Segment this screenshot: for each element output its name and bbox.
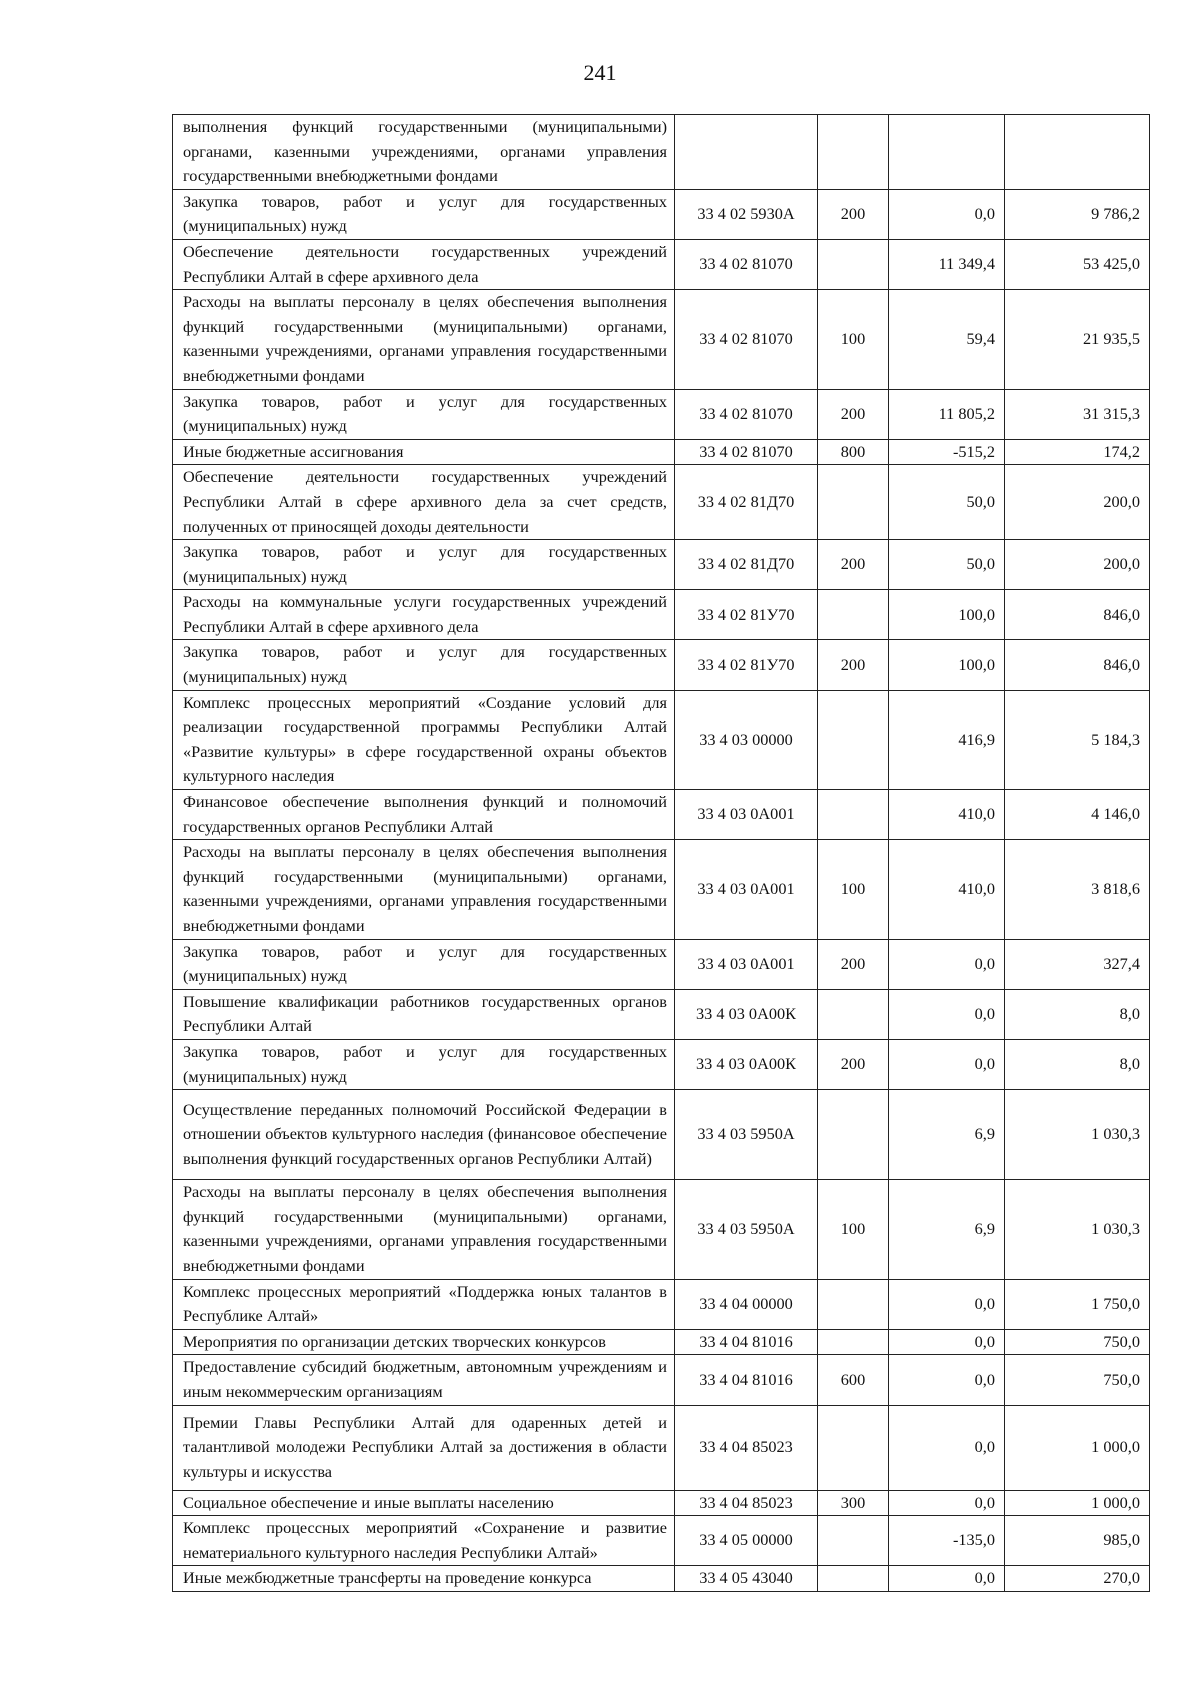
total-amount: 31 315,3 <box>1005 389 1150 439</box>
table-row <box>173 290 1150 389</box>
target-article-code: 33 4 02 81У70 <box>675 590 818 640</box>
expense-type-code: 100 <box>818 840 889 939</box>
row-description: Комплекс процессных мероприятий «Сохранение и развитие нематериального культурного наследия Республики Алтай» <box>173 1516 675 1566</box>
change-amount: 0,0 <box>889 1279 1005 1329</box>
table-row <box>173 1180 1150 1279</box>
page-number: 241 <box>583 60 617 85</box>
target-article-code: 33 4 03 5950А <box>675 1090 818 1180</box>
row-description: Расходы на выплаты персоналу в целях обеспечения выполнения функций государственными (муниципальными) органами, казенными учреждениями, органами управления государственными внебюджетными фондами <box>173 1180 675 1279</box>
change-amount: 100,0 <box>889 590 1005 640</box>
expense-type-code: 200 <box>818 540 889 590</box>
target-article-code: 33 4 02 81Д70 <box>675 465 818 540</box>
table-row <box>173 1039 1150 1089</box>
change-amount: 6,9 <box>889 1180 1005 1279</box>
table-row <box>173 1566 1150 1592</box>
target-article-code: 33 4 02 81Д70 <box>675 540 818 590</box>
table-row <box>173 840 1150 939</box>
table-row <box>173 939 1150 989</box>
table-row <box>173 1279 1150 1329</box>
total-amount: 1 030,3 <box>1005 1180 1150 1279</box>
total-amount: 1 000,0 <box>1005 1490 1150 1516</box>
expense-type-code <box>818 115 889 190</box>
total-amount: 270,0 <box>1005 1566 1150 1592</box>
table-row <box>173 239 1150 289</box>
total-amount: 9 786,2 <box>1005 189 1150 239</box>
expense-type-code: 200 <box>818 939 889 989</box>
change-amount: 0,0 <box>889 1405 1005 1490</box>
expense-type-code: 600 <box>818 1355 889 1405</box>
expense-type-code <box>818 1090 889 1180</box>
table-row <box>173 690 1150 789</box>
expense-type-code <box>818 790 889 840</box>
total-amount: 1 000,0 <box>1005 1405 1150 1490</box>
total-amount: 846,0 <box>1005 590 1150 640</box>
table-row <box>173 1090 1150 1180</box>
change-amount: 0,0 <box>889 1566 1005 1592</box>
total-amount: 21 935,5 <box>1005 290 1150 389</box>
row-description: Расходы на выплаты персоналу в целях обеспечения выполнения функций государственными (муниципальными) органами, казенными учреждениями, органами управления государственными внебюджетными фондами <box>173 290 675 389</box>
total-amount: 750,0 <box>1005 1329 1150 1355</box>
row-description: Комплекс процессных мероприятий «Создание условий для реализации государственной программы Республики Алтай «Развитие культуры» в сфере государственной охраны объектов культурного наследия <box>173 690 675 789</box>
expense-type-code <box>818 690 889 789</box>
expense-type-code <box>818 465 889 540</box>
table-row <box>173 790 1150 840</box>
total-amount: 174,2 <box>1005 439 1150 465</box>
table-row <box>173 439 1150 465</box>
expense-type-code: 200 <box>818 389 889 439</box>
table-row <box>173 465 1150 540</box>
expense-type-code <box>818 239 889 289</box>
change-amount: -515,2 <box>889 439 1005 465</box>
target-article-code: 33 4 04 85023 <box>675 1405 818 1490</box>
change-amount: 11 805,2 <box>889 389 1005 439</box>
row-description: Расходы на коммунальные услуги государственных учреждений Республики Алтай в сфере архивного дела <box>173 590 675 640</box>
budget-table <box>172 114 1150 1592</box>
table-row <box>173 1329 1150 1355</box>
target-article-code: 33 4 03 0А001 <box>675 790 818 840</box>
target-article-code: 33 4 03 00000 <box>675 690 818 789</box>
change-amount: 410,0 <box>889 840 1005 939</box>
change-amount <box>889 115 1005 190</box>
row-description: Комплекс процессных мероприятий «Поддержка юных талантов в Республике Алтай» <box>173 1279 675 1329</box>
expense-type-code <box>818 1405 889 1490</box>
table-row <box>173 989 1150 1039</box>
expense-type-code: 200 <box>818 640 889 690</box>
row-description: Повышение квалификации работников государственных органов Республики Алтай <box>173 989 675 1039</box>
target-article-code: 33 4 02 81070 <box>675 389 818 439</box>
row-description: Закупка товаров, работ и услуг для государственных (муниципальных) нужд <box>173 389 675 439</box>
row-description: Социальное обеспечение и иные выплаты населению <box>173 1490 675 1516</box>
table-row <box>173 590 1150 640</box>
target-article-code: 33 4 04 81016 <box>675 1355 818 1405</box>
target-article-code <box>675 115 818 190</box>
change-amount: -135,0 <box>889 1516 1005 1566</box>
row-description: Закупка товаров, работ и услуг для государственных (муниципальных) нужд <box>173 540 675 590</box>
expense-type-code <box>818 1566 889 1592</box>
total-amount: 1 750,0 <box>1005 1279 1150 1329</box>
total-amount: 200,0 <box>1005 465 1150 540</box>
expense-type-code <box>818 989 889 1039</box>
change-amount: 50,0 <box>889 540 1005 590</box>
total-amount: 8,0 <box>1005 989 1150 1039</box>
target-article-code: 33 4 02 5930А <box>675 189 818 239</box>
row-description: Обеспечение деятельности государственных учреждений Республики Алтай в сфере архивного дела за счет средств, полученных от приносящей доходы деятельности <box>173 465 675 540</box>
change-amount: 0,0 <box>889 1039 1005 1089</box>
change-amount: 0,0 <box>889 1329 1005 1355</box>
table-row <box>173 540 1150 590</box>
target-article-code: 33 4 05 00000 <box>675 1516 818 1566</box>
row-description: Закупка товаров, работ и услуг для государственных (муниципальных) нужд <box>173 939 675 989</box>
row-description: Закупка товаров, работ и услуг для государственных (муниципальных) нужд <box>173 640 675 690</box>
target-article-code: 33 4 03 0А001 <box>675 840 818 939</box>
table-row <box>173 115 1150 190</box>
row-description: Осуществление переданных полномочий Российской Федерации в отношении объектов культурного наследия (финансовое обеспечение выполнения функций государственных органов Республики Алтай) <box>173 1090 675 1180</box>
target-article-code: 33 4 04 81016 <box>675 1329 818 1355</box>
target-article-code: 33 4 02 81070 <box>675 290 818 389</box>
row-description: Иные межбюджетные трансферты на проведение конкурса <box>173 1566 675 1592</box>
change-amount: 0,0 <box>889 1490 1005 1516</box>
target-article-code: 33 4 04 85023 <box>675 1490 818 1516</box>
target-article-code: 33 4 04 00000 <box>675 1279 818 1329</box>
total-amount: 3 818,6 <box>1005 840 1150 939</box>
change-amount: 0,0 <box>889 989 1005 1039</box>
change-amount: 0,0 <box>889 189 1005 239</box>
budget-table-body <box>173 115 1150 1592</box>
row-description: Мероприятия по организации детских творческих конкурсов <box>173 1329 675 1355</box>
total-amount: 53 425,0 <box>1005 239 1150 289</box>
change-amount: 410,0 <box>889 790 1005 840</box>
row-description: Закупка товаров, работ и услуг для государственных (муниципальных) нужд <box>173 189 675 239</box>
table-row <box>173 1516 1150 1566</box>
expense-type-code: 100 <box>818 1180 889 1279</box>
row-description: Закупка товаров, работ и услуг для государственных (муниципальных) нужд <box>173 1039 675 1089</box>
change-amount: 6,9 <box>889 1090 1005 1180</box>
expense-type-code <box>818 1329 889 1355</box>
expense-type-code <box>818 1516 889 1566</box>
table-row <box>173 1490 1150 1516</box>
expense-type-code: 800 <box>818 439 889 465</box>
expense-type-code <box>818 1279 889 1329</box>
row-description: Предоставление субсидий бюджетным, автономным учреждениям и иным некоммерческим организациям <box>173 1355 675 1405</box>
total-amount: 4 146,0 <box>1005 790 1150 840</box>
change-amount: 416,9 <box>889 690 1005 789</box>
table-row <box>173 389 1150 439</box>
row-description: Обеспечение деятельности государственных учреждений Республики Алтай в сфере архивного дела <box>173 239 675 289</box>
expense-type-code: 100 <box>818 290 889 389</box>
expense-type-code: 200 <box>818 189 889 239</box>
row-description: Премии Главы Республики Алтай для одаренных детей и талантливой молодежи Республики Алтай за достижения в области культуры и искусства <box>173 1405 675 1490</box>
change-amount: 11 349,4 <box>889 239 1005 289</box>
change-amount: 0,0 <box>889 939 1005 989</box>
table-row <box>173 1405 1150 1490</box>
target-article-code: 33 4 03 0А00К <box>675 989 818 1039</box>
total-amount: 200,0 <box>1005 540 1150 590</box>
change-amount: 59,4 <box>889 290 1005 389</box>
table-row <box>173 1355 1150 1405</box>
table-row <box>173 189 1150 239</box>
total-amount <box>1005 115 1150 190</box>
row-description: Финансовое обеспечение выполнения функций и полномочий государственных органов Республики Алтай <box>173 790 675 840</box>
expense-type-code: 300 <box>818 1490 889 1516</box>
total-amount: 327,4 <box>1005 939 1150 989</box>
change-amount: 50,0 <box>889 465 1005 540</box>
target-article-code: 33 4 02 81070 <box>675 239 818 289</box>
target-article-code: 33 4 03 0А001 <box>675 939 818 989</box>
total-amount: 985,0 <box>1005 1516 1150 1566</box>
total-amount: 846,0 <box>1005 640 1150 690</box>
target-article-code: 33 4 02 81У70 <box>675 640 818 690</box>
change-amount: 100,0 <box>889 640 1005 690</box>
target-article-code: 33 4 05 43040 <box>675 1566 818 1592</box>
target-article-code: 33 4 02 81070 <box>675 439 818 465</box>
expense-type-code: 200 <box>818 1039 889 1089</box>
expense-type-code <box>818 590 889 640</box>
total-amount: 1 030,3 <box>1005 1090 1150 1180</box>
table-row <box>173 640 1150 690</box>
target-article-code: 33 4 03 0А00К <box>675 1039 818 1089</box>
row-description: Расходы на выплаты персоналу в целях обеспечения выполнения функций государственными (муниципальными) органами, казенными учреждениями, органами управления государственными внебюджетными фондами <box>173 840 675 939</box>
change-amount: 0,0 <box>889 1355 1005 1405</box>
row-description: Иные бюджетные ассигнования <box>173 439 675 465</box>
row-description: выполнения функций государственными (муниципальными) органами, казенными учреждениями, органами управления государственными внебюджетными фондами <box>173 115 675 190</box>
total-amount: 750,0 <box>1005 1355 1150 1405</box>
total-amount: 5 184,3 <box>1005 690 1150 789</box>
total-amount: 8,0 <box>1005 1039 1150 1089</box>
target-article-code: 33 4 03 5950А <box>675 1180 818 1279</box>
